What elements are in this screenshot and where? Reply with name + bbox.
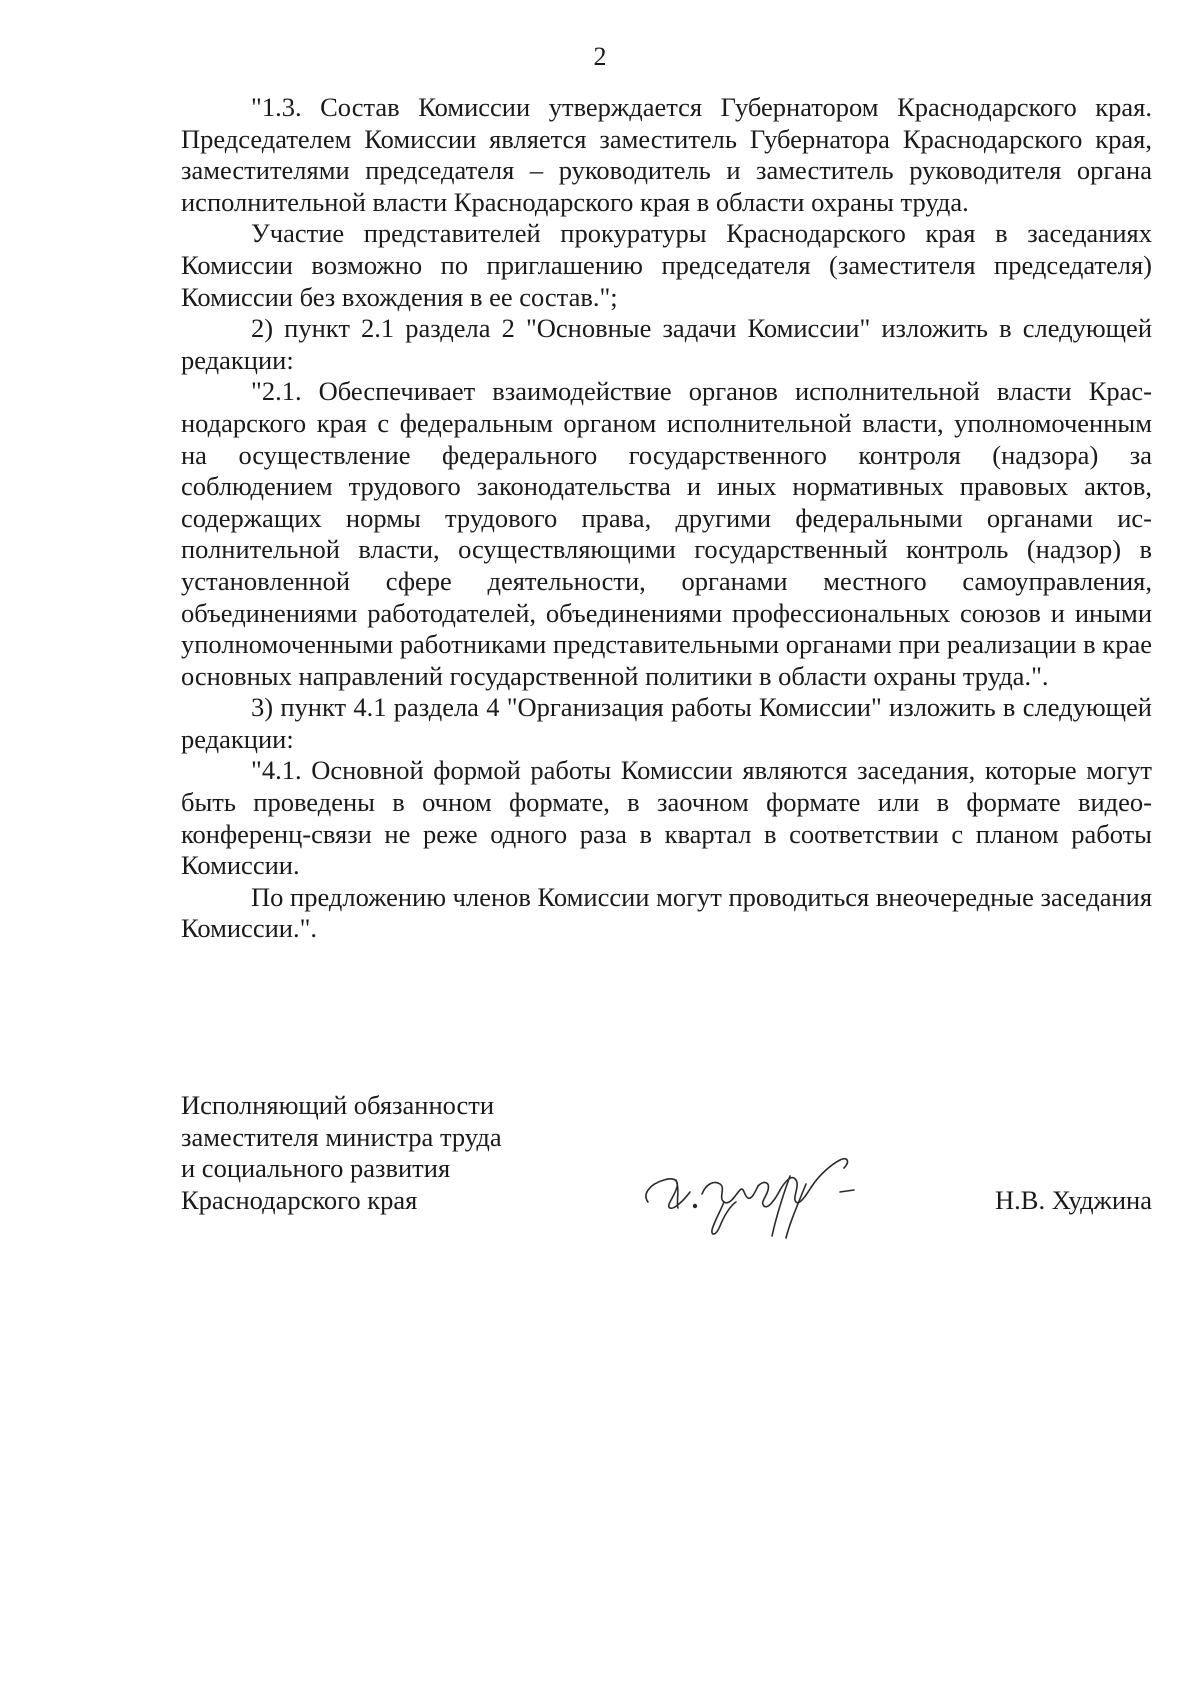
signature-title-block: [181, 1090, 502, 1216]
paragraph-2: Участие представителей прокуратуры Краснодарского края в заседаниях Комиссии возможно по приглашению председателя (заместителя председателя) Комиссии без вхождения в ее состав.";: [181, 218, 1152, 312]
signer-title-line-3: и социального развития: [181, 1153, 451, 1184]
paragraph-3: 2) пункт 2.1 раздела 2 "Основные задачи Комиссии" изложить в следующей редакции:: [181, 313, 1152, 375]
handwritten-signature: [640, 1150, 870, 1245]
paragraph-6: "4.1. Основной формой работы Комиссии являются заседания, которые могут быть проведены в очном формате, в заочном формате или в формате видео-конференц-связи не реже одного раза в квартал в соответствии с планом работы Комиссии.: [181, 755, 1152, 881]
signer-title-line-4: Краснодарского края: [181, 1184, 418, 1215]
document-body: [181, 92, 1152, 945]
page-number: 2: [593, 42, 607, 71]
paragraph-5: 3) пункт 4.1 раздела 4 "Организация работы Комиссии" изложить в следующей редакции:: [181, 692, 1152, 754]
paragraph-1: "1.3. Состав Комиссии утверждается Губернатором Краснодарского края. Председателем Комиссии является заместитель Губернатора Краснодарского края, заместителями председателя – руководитель и заместитель руководителя органа исполнительной власти Краснодарского края в области охраны труда.: [181, 92, 1152, 217]
paragraph-7: По предложению членов Комиссии могут проводиться внеочередные заседания Комиссии.".: [181, 881, 1153, 944]
paragraph-4: "2.1. Обеспечивает взаимодействие органов исполнительной власти Краснодарского края с федеральным органом исполнительной власти, уполномоченным на осуществление федерального государственного контроля (надзора) за соблюдением трудового законодательства и иных нормативных правовых актов, содержащих нормы трудового права, другими федеральными органами исполнительной власти, осуществляющими государственный контроль (надзор) в установленной сфере деятельности, органами местного самоуправления, объединениями работодателей, объединениями профессиональных союзов и иными уполномоченными работниками представительными органами при реализации в крае основных направлений государственной политики в области охраны труда.".: [181, 376, 1152, 691]
signer-title-line-2: заместителя министра труда: [181, 1121, 502, 1152]
signer-name: Н.В. Худжина: [995, 1185, 1152, 1215]
signer-title-line-1: Исполняющий обязанности: [181, 1090, 495, 1120]
